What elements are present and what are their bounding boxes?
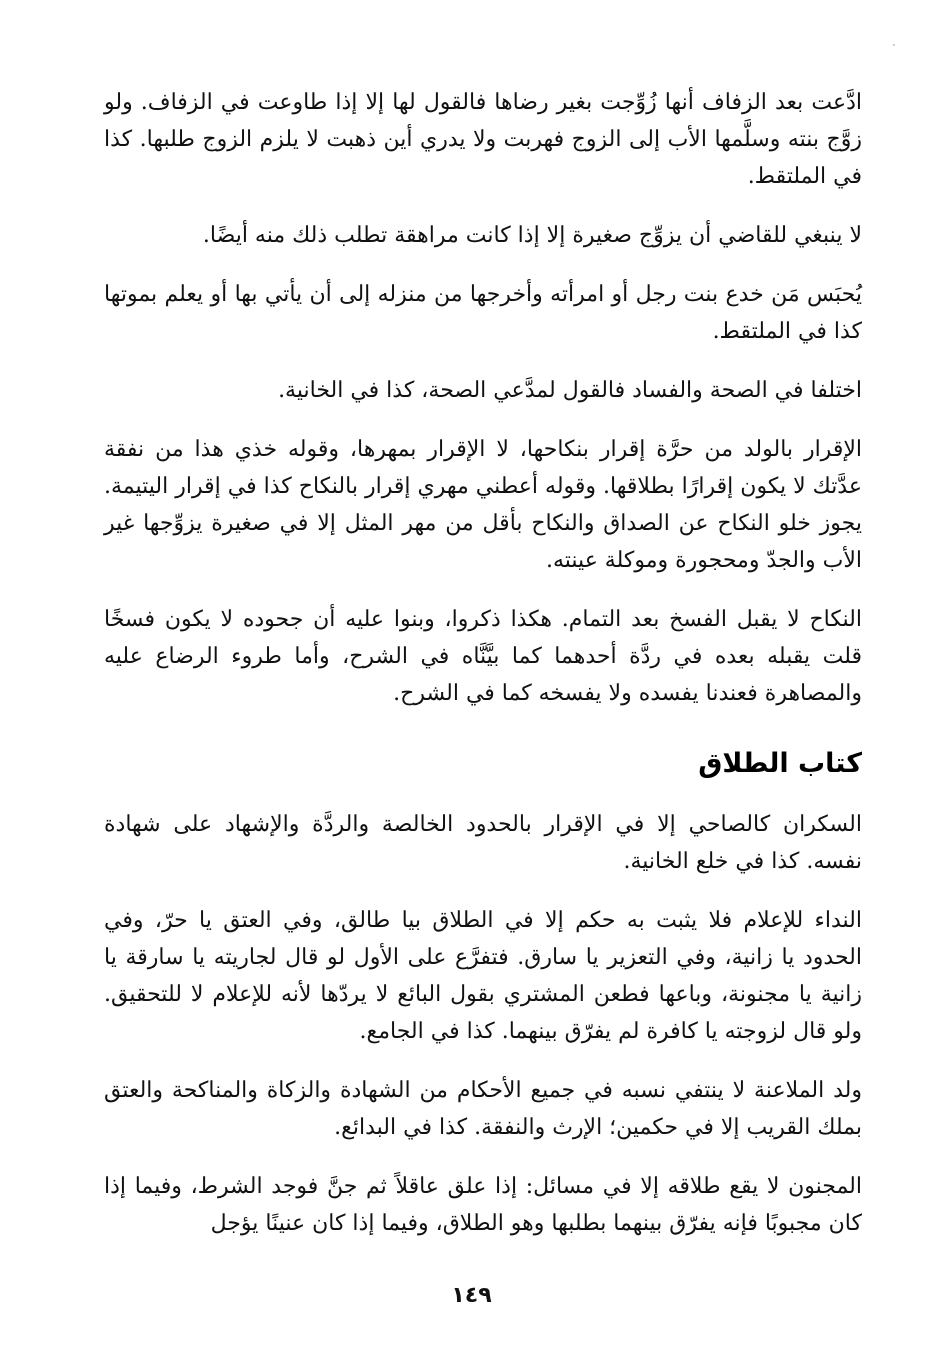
page-body-text xyxy=(104,84,862,1264)
scan-speck xyxy=(893,44,895,46)
paragraph-iqrar: الإقرار بالولد من حرَّة إقرار بنكاحها، لا الإقرار بمهرها، وقوله خذي هذا من نفقة عدَّتك لا يكون إقرارًا بطلاقها. وقوله أعطني مهري إقرار بالنكاح كذا في إقرار اليتيمة. يجوز خلو النكاح عن الصداق والنكاح بأقل من مهر المثل إلا في صغيرة يزوِّجها غير الأب والجدّ ومحجورة وموكلة عينته. xyxy=(104,437,862,573)
paragraph-zifaf: ادَّعت بعد الزفاف أنها زُوِّجت بغير رضاها فالقول لها إلا إذا طاوعت في الزفاف. ولو زوَّج بنته وسلَّمها الأب إلى الزوج فهربت ولا يدري أين ذهبت لا يلزم الزوج طلبها. كذا في الملتقط. xyxy=(104,90,862,189)
paragraph-sakran: السكران كالصاحي إلا في الإقرار بالحدود الخالصة والردَّة والإشهاد على شهادة نفسه. كذا في خلع الخانية. xyxy=(104,812,862,874)
paragraph-faskh: النكاح لا يقبل الفسخ بعد التمام. هكذا ذكروا، وبنوا عليه أن جحوده لا يكون فسخًا قلت يقبله بعده في ردَّة أحدهما كما بيَّنَّاه في الشرح، وأما طروء الرضاع عليه والمصاهرة فعندنا يفسده ولا يفسخه كما في الشرح. xyxy=(104,607,862,706)
paragraph-ikhtilaf: اختلفا في الصحة والفساد فالقول لمدَّعي الصحة، كذا في الخانية. xyxy=(278,378,862,403)
paragraph-majnun: المجنون لا يقع طلاقه إلا في مسائل: إذا علق عاقلاً ثم جنَّ فوجد الشرط، وفيما إذا كان مجبوبًا فإنه يفرّق بينهما بطلبها وهو الطلاق، وفيما إذا كان عنينًا يؤجل xyxy=(104,1174,862,1236)
page-number: ١٤٩ xyxy=(451,1283,492,1308)
paragraph-nida: النداء للإعلام فلا يثبت به حكم إلا في الطلاق بيا طالق، وفي العتق يا حرّ، وفي الحدود يا زانية، وفي التعزير يا سارق. فتفرَّع على الأول لو قال لجاريته يا سارقة يا زانية يا مجنونة، وباعها فطعن المشتري بقول البائع لا يردّها لأنه للإعلام لا للتحقيق. ولو قال لزوجته يا كافرة لم يفرّق بينهما. كذا في الجامع. xyxy=(104,908,862,1044)
paragraph-qadi: لا ينبغي للقاضي أن يزوِّج صغيرة إلا إذا كانت مراهقة تطلب ذلك منه أيضًا. xyxy=(202,223,862,248)
paragraph-khada: يُحبَس مَن خدع بنت رجل أو امرأته وأخرجها من منزله إلى أن يأتي بها أو يعلم بموتها كذا في الملتقط. xyxy=(104,282,862,344)
section-heading: كتاب الطلاق xyxy=(698,748,862,779)
paragraph-mula3ana: ولد الملاعنة لا ينتفي نسبه في جميع الأحكام من الشهادة والزكاة والمناكحة والعتق بملك القريب إلا في حكمين؛ الإرث والنفقة. كذا في البدائع. xyxy=(104,1078,862,1140)
